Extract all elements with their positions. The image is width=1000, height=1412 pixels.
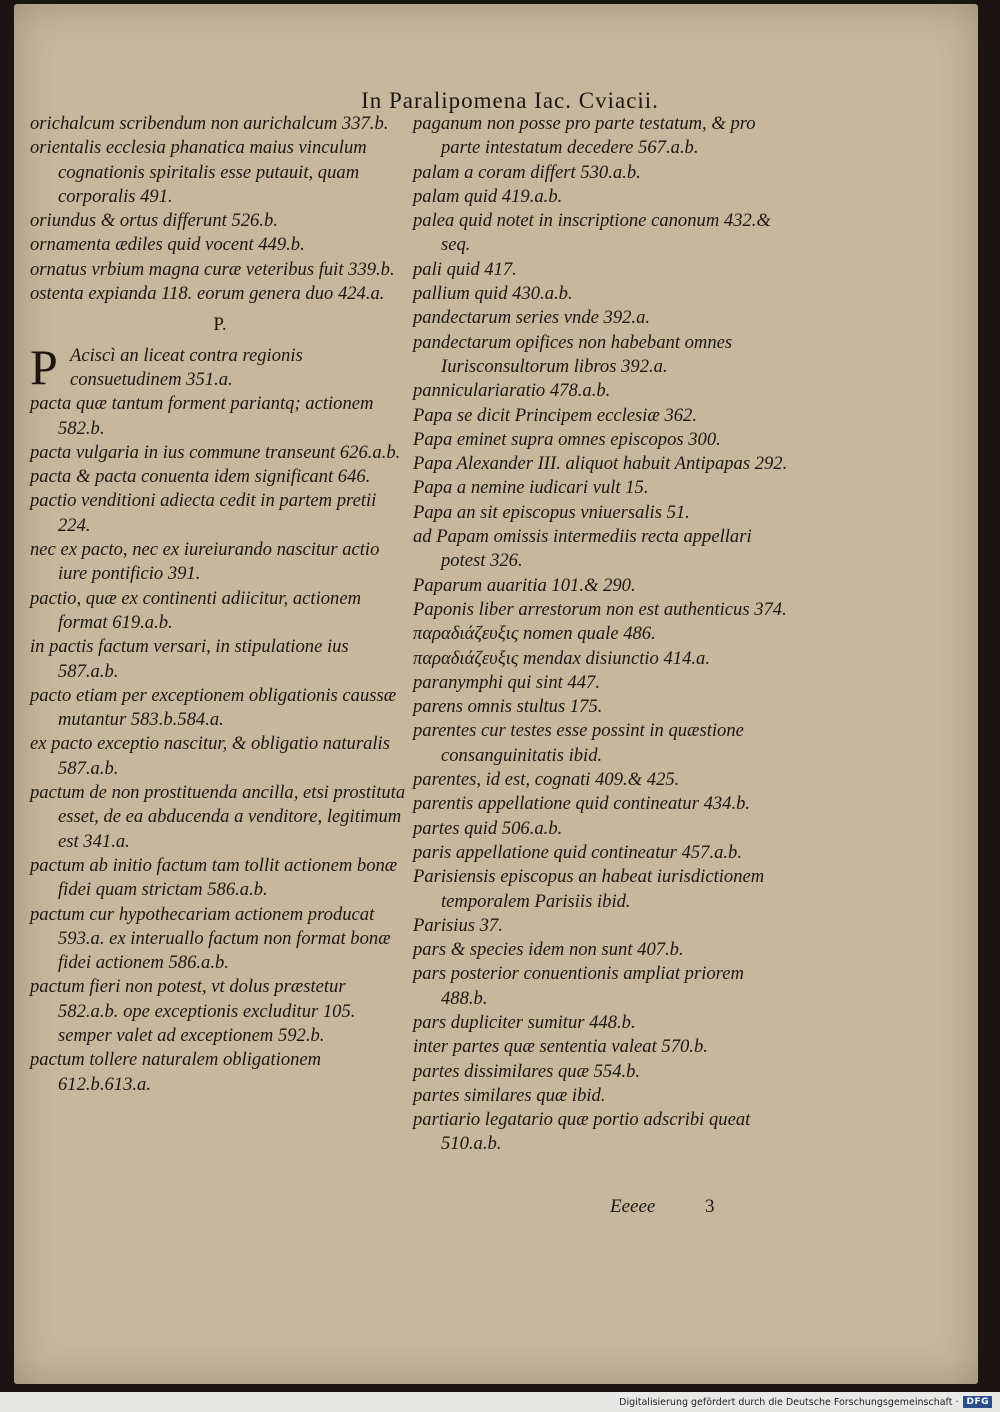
digitization-footer [619,1394,992,1410]
index-entry: Paponis liber arrestorum non est authenticus 374. [413,598,787,620]
index-entry: pactum cur hypothecariam actionem producat 593.a. ex interuallo factum non format bonæ fidei actionem 586.a.b. [30,903,391,974]
left-column [30,112,410,1097]
index-entry: Papa se dicit Principem ecclesiæ 362. [413,404,697,426]
index-entry: Papa Alexander III. aliquot habuit Antipapas 292. [413,453,788,475]
index-entry: parentes, id est, cognati 409.& 425. [413,769,680,791]
index-entry: in pactis factum versari, in stipulatione ius 587.a.b. [30,636,349,682]
section-letter: P. [213,314,227,336]
index-entry: ostenta expianda 118. eorum genera duo 424.a. [30,283,385,305]
index-entry: παραδιάζευξις nomen quale 486. [413,623,656,645]
right-entries [413,112,788,1157]
signature-number: 3 [705,1196,715,1217]
index-entry: ornamenta ædiles quid vocent 449.b. [30,234,305,256]
right-column [413,112,788,1157]
dropcap: P [30,338,58,395]
index-entry: oriundus & ortus differunt 526.b. [30,210,278,232]
index-entry: pactio, quæ ex continenti adiicitur, actionem format 619.a.b. [30,587,362,633]
index-entry: pacta vulgaria in ius commune transeunt 626.a.b. [30,441,401,463]
index-entry: Papa a nemine iudicari vult 15. [413,477,649,499]
index-entry: Paparum auaritia 101.& 290. [413,574,636,596]
index-entry: Parisiensis episcopus an habeat iurisdictionem temporalem Parisiis ibid. [413,866,765,912]
index-entry: pali quid 417. [413,258,517,280]
index-entry: pacto etiam per exceptionem obligationis caussæ mutantur 583.b.584.a. [30,684,397,731]
index-entry: nec ex pacto, nec ex iureiurando nascitur actio iure pontificio 391. [30,539,380,585]
index-entry: pandectarum series vnde 392.a. [413,307,651,329]
index-entry: paris appellatione quid contineatur 457.a.b. [413,841,742,863]
index-entry: Papa eminet supra omnes episcopos 300. [413,428,721,450]
index-entry: pactum de non prostituenda ancilla, etsi prostituta esset, de ea abducenda a venditore, legitimum est 341.a. [30,782,406,852]
index-entry: palam a coram differt 530.a.b. [413,161,641,183]
index-entry: ornatus vrbium magna curæ veteribus fuit 339.b. [30,258,395,280]
index-entry: parentis appellatione quid contineatur 434.b. [413,793,751,815]
footer-text: Digitalisierung gefördert durch die Deutsche Forschungsgemeinschaft · [619,1396,959,1408]
index-entry: inter partes quæ sententia valeat 570.b. [413,1036,708,1058]
index-entry: pallium quid 430.a.b. [413,283,573,305]
index-entry: παραδιάζευξις mendax disiunctio 414.a. [413,647,710,669]
index-entry: orichalcum scribendum non aurichalcum 337.b. [30,113,389,134]
index-entry: pactum ab initio factum tam tollit actionem bonæ fidei quam strictam 586.a.b. [30,854,398,901]
index-entry: ad Papam omissis intermediis recta appellari potest 326. [413,526,752,572]
left-entries-before [30,112,410,306]
index-entry: Parisius 37. [413,914,503,936]
left-entries-after [30,392,410,1097]
index-entry: pars dupliciter sumitur 448.b. [413,1011,636,1033]
index-entry: pactum fieri non potest, vt dolus præstetur 582.a.b. ope exceptionis excluditur 105. semper valet ad exceptionem 592.b. [30,976,356,1046]
signature-mark: Eeeee [610,1196,656,1217]
index-entry: panniculariaratio 478.a.b. [413,380,611,402]
index-entry: ex pacto exceptio nascitur, & obligatio naturalis 587.a.b. [30,733,390,779]
index-entry: pars posterior conuentionis ampliat priorem 488.b. [413,963,744,1009]
index-entry: partiario legatario quæ portio adscribi queat 510.a.b. [413,1109,751,1155]
index-entry: Papa an sit episcopus vniuersalis 51. [413,501,690,523]
index-entry: pactio venditioni adiecta cedit in partem pretii 224. [30,490,377,536]
index-entry: orientalis ecclesia phanatica maius vinculum cognationis spiritalis esse putauit, quam corporalis 491. [30,137,367,207]
dropcap-entry-text: Aciscì an liceat contra regionis consuetudinem 351.a. [70,344,303,390]
index-entry: parens omnis stultus 175. [413,696,603,718]
index-entry: paranymphi qui sint 447. [413,671,600,693]
index-entry: partes similares quæ ibid. [413,1084,606,1106]
index-entry: palea quid notet in inscriptione canonum 432.& seq. [413,210,771,256]
index-entry: pacta & pacta conuenta idem significant 646. [30,466,371,488]
index-entry: parentes cur testes esse possint in quæstione consanguinitatis ibid. [413,720,744,766]
dfg-logo: DFG [963,1396,992,1408]
dropcap-entry [30,338,410,395]
index-entry: pars & species idem non sunt 407.b. [413,939,684,961]
index-entry: palam quid 419.a.b. [413,185,563,207]
page-header: In Paralipomena Iac. Cviacii. [361,88,659,113]
index-entry: partes quid 506.a.b. [413,817,563,839]
index-entry: paganum non posse pro parte testatum, & pro parte intestatum decedere 567.a.b. [413,113,756,159]
index-entry: pacta quæ tantum forment pariantq; actionem 582.b. [30,393,374,439]
index-entry: pandectarum opifices non habebant omnes Iurisconsultorum libros 392.a. [413,331,733,377]
index-entry: pactum tollere naturalem obligationem 612.b.613.a. [30,1049,322,1095]
index-entry: partes dissimilares quæ 554.b. [413,1060,641,1082]
